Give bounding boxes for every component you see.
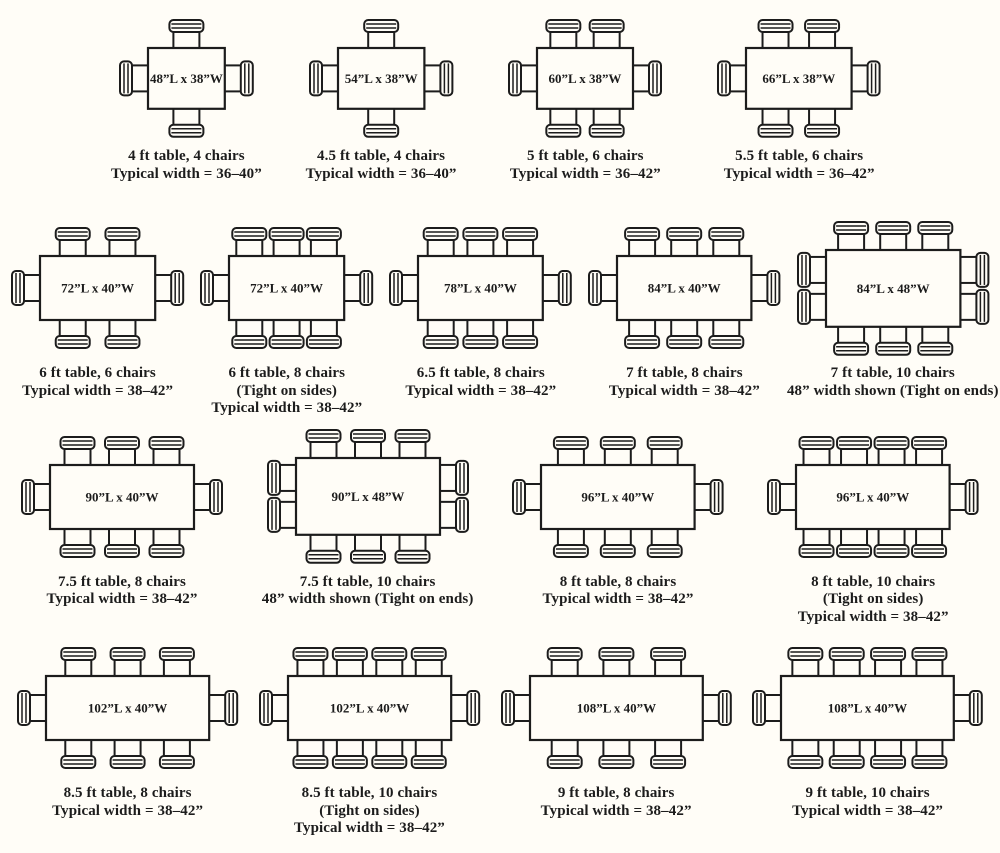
chair-back bbox=[648, 544, 682, 556]
chair-back bbox=[834, 342, 868, 354]
chair-back bbox=[789, 648, 823, 660]
chair-back bbox=[105, 545, 139, 557]
chair-back bbox=[12, 271, 24, 305]
chair-back bbox=[547, 648, 581, 660]
chair-back bbox=[268, 498, 280, 532]
chair-back bbox=[800, 437, 834, 449]
chair-back bbox=[307, 228, 341, 240]
caption-line: 8.5 ft table, 8 chairs bbox=[63, 785, 192, 801]
chair-back bbox=[871, 756, 905, 768]
table-top-view bbox=[20, 435, 224, 559]
diagram-caption bbox=[305, 148, 457, 183]
table-dimensions-label: 90”L x 48”W bbox=[331, 488, 405, 504]
diagram-caption bbox=[199, 365, 374, 418]
chair-back bbox=[372, 756, 406, 768]
table-diagram-cell bbox=[500, 637, 733, 820]
table-dimensions-label: 72”L x 40”W bbox=[250, 280, 324, 296]
caption-line: Typical width = 38–42” bbox=[294, 820, 445, 836]
table-top-view bbox=[587, 226, 781, 350]
table-diagram bbox=[587, 217, 781, 359]
diagram-caption bbox=[587, 365, 781, 400]
caption-line: 48” width shown (Tight on ends) bbox=[786, 382, 999, 399]
table-top-view bbox=[511, 435, 725, 559]
caption-line: 8.5 ft table, 10 chairs bbox=[301, 785, 438, 801]
diagram-caption bbox=[388, 365, 573, 400]
chair-back bbox=[390, 271, 402, 305]
chair-back bbox=[150, 545, 184, 557]
chair-back bbox=[424, 228, 458, 240]
caption-line: Typical width = 38–42” bbox=[540, 802, 692, 819]
chair-back bbox=[601, 437, 635, 449]
table-diagram bbox=[118, 14, 255, 142]
chair-back bbox=[241, 61, 253, 95]
table-top-view bbox=[766, 435, 980, 559]
chair-back bbox=[364, 20, 398, 32]
table-dimensions-label: 66”L x 38”W bbox=[762, 70, 836, 86]
chair-back bbox=[709, 228, 743, 240]
caption-line: Typical width = 38–42” bbox=[797, 608, 949, 625]
table-dimensions-label: 102”L x 40”W bbox=[329, 700, 410, 716]
chair-back bbox=[456, 461, 468, 495]
chair-back bbox=[232, 228, 266, 240]
caption-line: (Tight on sides) bbox=[236, 382, 338, 399]
chair-back bbox=[966, 480, 978, 514]
table-top-view bbox=[258, 646, 481, 770]
diagram-caption bbox=[716, 148, 882, 183]
diagram-caption bbox=[261, 573, 474, 609]
chair-back bbox=[61, 437, 95, 449]
chair-back bbox=[918, 342, 952, 354]
table-diagram-cell bbox=[507, 14, 663, 183]
chair-back bbox=[293, 756, 327, 768]
caption-line: Typical width = 38–42” bbox=[542, 591, 694, 607]
table-diagram bbox=[20, 426, 224, 568]
table-dimensions-label: 84”L x 40”W bbox=[647, 280, 721, 296]
chair-back bbox=[753, 691, 765, 725]
chair-back bbox=[912, 437, 946, 449]
chair-back bbox=[56, 228, 90, 240]
chair-back bbox=[719, 691, 731, 725]
caption-line: Typical width = 38–42” bbox=[405, 382, 557, 399]
chair-back bbox=[351, 551, 385, 563]
chair-back bbox=[310, 61, 322, 95]
caption-line: Typical width = 36–40” bbox=[110, 165, 262, 182]
diagram-caption bbox=[500, 785, 733, 820]
table-dimensions-label: 108”L x 40”W bbox=[576, 700, 656, 716]
chair-back bbox=[293, 648, 327, 660]
chair-back bbox=[306, 430, 340, 442]
chair-back bbox=[61, 648, 95, 660]
chair-back bbox=[667, 228, 701, 240]
chair-back bbox=[837, 437, 871, 449]
diagram-caption bbox=[511, 574, 725, 609]
caption-line: 7 ft table, 10 chairs bbox=[830, 365, 955, 381]
table-top-view bbox=[308, 18, 454, 139]
chair-back bbox=[467, 691, 479, 725]
caption-line: 4 ft table, 4 chairs bbox=[128, 148, 245, 164]
caption-line: 6.5 ft table, 8 chairs bbox=[416, 365, 545, 381]
chair-back bbox=[651, 756, 685, 768]
table-dimensions-label: 84”L x 48”W bbox=[856, 280, 930, 296]
table-dimensions-label: 60”L x 38”W bbox=[548, 70, 622, 86]
chair-back bbox=[509, 61, 521, 95]
chair-back bbox=[976, 289, 988, 323]
table-diagram bbox=[796, 217, 990, 359]
table-diagram bbox=[199, 217, 374, 359]
caption-line: (Tight on sides) bbox=[319, 802, 420, 819]
chair-back bbox=[648, 437, 682, 449]
caption-line: 5 ft table, 6 chairs bbox=[527, 148, 644, 164]
chair-back bbox=[800, 544, 834, 556]
chair-back bbox=[559, 271, 571, 305]
chair-back bbox=[876, 342, 910, 354]
chair-back bbox=[513, 480, 525, 514]
caption-line: Typical width = 36–40” bbox=[305, 165, 457, 182]
chair-back bbox=[830, 756, 864, 768]
diagram-caption bbox=[786, 365, 999, 400]
table-top-view bbox=[16, 646, 239, 770]
chair-back bbox=[625, 228, 659, 240]
chair-back bbox=[333, 756, 367, 768]
caption-line: Typical width = 38–42” bbox=[52, 802, 204, 819]
diagram-caption bbox=[258, 785, 481, 838]
chair-back bbox=[61, 756, 95, 768]
table-top-view bbox=[507, 18, 663, 139]
table-dimensions-label: 48”L x 38”W bbox=[149, 70, 223, 86]
chair-back bbox=[830, 648, 864, 660]
table-top-view bbox=[118, 18, 255, 139]
chair-back bbox=[456, 498, 468, 532]
chair-back bbox=[160, 756, 194, 768]
chair-back bbox=[270, 228, 304, 240]
table-top-view bbox=[796, 220, 990, 357]
table-diagram-cell bbox=[199, 217, 374, 418]
chair-back bbox=[709, 336, 743, 348]
caption-line: (Tight on sides) bbox=[822, 591, 924, 607]
table-diagram bbox=[500, 637, 733, 779]
caption-line: 6 ft table, 6 chairs bbox=[39, 365, 156, 381]
diagram-row-3 bbox=[0, 426, 1000, 627]
table-top-view bbox=[10, 226, 185, 350]
chair-back bbox=[395, 551, 429, 563]
chair-back bbox=[625, 336, 659, 348]
chair-back bbox=[913, 756, 947, 768]
table-top-view bbox=[199, 226, 374, 350]
table-top-view bbox=[716, 18, 882, 139]
chair-back bbox=[711, 480, 723, 514]
chair-back bbox=[105, 228, 139, 240]
chair-back bbox=[412, 648, 446, 660]
chair-back bbox=[150, 437, 184, 449]
diagram-row-4 bbox=[0, 637, 1000, 838]
chair-back bbox=[201, 271, 213, 305]
caption-line: Typical width = 38–42” bbox=[46, 591, 198, 607]
chair-back bbox=[599, 756, 633, 768]
chair-back bbox=[798, 289, 810, 323]
chair-back bbox=[912, 544, 946, 556]
caption-line: 8 ft table, 8 chairs bbox=[559, 573, 677, 590]
chair-back bbox=[440, 61, 452, 95]
table-diagram-cell bbox=[388, 217, 573, 400]
chair-back bbox=[601, 544, 635, 556]
table-top-view bbox=[751, 646, 984, 770]
chair-back bbox=[270, 336, 304, 348]
chair-back bbox=[976, 253, 988, 287]
chair-back bbox=[372, 648, 406, 660]
chair-back bbox=[970, 691, 982, 725]
chair-back bbox=[395, 430, 429, 442]
table-diagram bbox=[258, 637, 481, 779]
chair-back bbox=[871, 648, 905, 660]
chair-back bbox=[547, 756, 581, 768]
table-diagram-cell bbox=[258, 637, 481, 838]
caption-line: Typical width = 38–42” bbox=[608, 382, 760, 399]
table-dimensions-label: 108”L x 40”W bbox=[827, 700, 908, 716]
chair-back bbox=[554, 544, 588, 556]
chair-back bbox=[364, 124, 398, 136]
chair-back bbox=[590, 20, 624, 32]
caption-line: 7 ft table, 8 chairs bbox=[626, 365, 743, 381]
chair-back bbox=[360, 271, 372, 305]
caption-line: Typical width = 36–42” bbox=[509, 165, 661, 182]
table-top-view bbox=[266, 428, 470, 565]
table-diagram-cell bbox=[10, 217, 185, 400]
chair-back bbox=[547, 20, 581, 32]
chair-back bbox=[834, 222, 868, 234]
table-diagram-cell bbox=[16, 637, 239, 820]
diagram-caption bbox=[751, 785, 984, 820]
table-diagram bbox=[507, 14, 663, 142]
chair-back bbox=[307, 336, 341, 348]
diagram-caption bbox=[766, 574, 980, 627]
chair-back bbox=[798, 253, 810, 287]
diagram-caption bbox=[507, 148, 663, 183]
chair-back bbox=[333, 648, 367, 660]
diagram-caption bbox=[110, 148, 262, 183]
caption-line: Typical width = 38–42” bbox=[22, 382, 174, 399]
table-dimensions-label: 72”L x 40”W bbox=[61, 280, 135, 296]
table-size-chart bbox=[0, 14, 1000, 853]
chair-back bbox=[18, 691, 30, 725]
chair-back bbox=[918, 222, 952, 234]
table-dimensions-label: 54”L x 38”W bbox=[344, 70, 418, 86]
diagram-caption bbox=[20, 574, 224, 609]
diagram-caption bbox=[10, 365, 185, 400]
chair-back bbox=[651, 648, 685, 660]
caption-line: Typical width = 38–42” bbox=[792, 802, 944, 819]
chair-back bbox=[876, 222, 910, 234]
chair-back bbox=[789, 756, 823, 768]
table-dimensions-label: 90”L x 40”W bbox=[85, 489, 159, 504]
caption-line: 9 ft table, 8 chairs bbox=[557, 785, 675, 801]
chair-back bbox=[268, 461, 280, 495]
chair-back bbox=[718, 61, 730, 95]
caption-line: 5.5 ft table, 6 chairs bbox=[735, 148, 864, 164]
chair-back bbox=[22, 480, 34, 514]
chair-back bbox=[61, 545, 95, 557]
chair-back bbox=[768, 271, 780, 305]
chair-back bbox=[649, 61, 661, 95]
chair-back bbox=[868, 61, 880, 95]
chair-back bbox=[464, 336, 498, 348]
caption-line: Typical width = 38–42” bbox=[211, 400, 363, 416]
table-diagram bbox=[766, 426, 980, 568]
chair-back bbox=[111, 756, 145, 768]
chair-back bbox=[805, 124, 839, 136]
chair-back bbox=[105, 437, 139, 449]
caption-line: 48” width shown (Tight on ends) bbox=[261, 591, 474, 607]
diagram-caption bbox=[16, 785, 239, 820]
table-diagram bbox=[511, 426, 725, 568]
table-diagram bbox=[16, 637, 239, 779]
chair-back bbox=[768, 480, 780, 514]
table-diagram bbox=[10, 217, 185, 359]
table-diagram-cell bbox=[786, 217, 999, 400]
table-top-view bbox=[388, 226, 573, 350]
chair-back bbox=[599, 648, 633, 660]
table-diagram-cell bbox=[587, 217, 781, 400]
chair-back bbox=[232, 336, 266, 348]
chair-back bbox=[105, 336, 139, 348]
chair-back bbox=[554, 437, 588, 449]
chair-back bbox=[351, 430, 385, 442]
chair-back bbox=[805, 20, 839, 32]
chair-back bbox=[120, 61, 132, 95]
table-diagram bbox=[266, 426, 470, 568]
chair-back bbox=[590, 124, 624, 136]
chair-back bbox=[913, 648, 947, 660]
chair-back bbox=[424, 336, 458, 348]
table-dimensions-label: 96”L x 40”W bbox=[836, 489, 910, 504]
chair-back bbox=[759, 124, 793, 136]
table-diagram-cell bbox=[20, 426, 224, 609]
chair-back bbox=[837, 544, 871, 556]
chair-back bbox=[160, 648, 194, 660]
chair-back bbox=[503, 228, 537, 240]
caption-line: 9 ft table, 10 chairs bbox=[805, 785, 930, 801]
chair-back bbox=[169, 20, 203, 32]
chair-back bbox=[589, 271, 601, 305]
chair-back bbox=[412, 756, 446, 768]
table-dimensions-label: 102”L x 40”W bbox=[87, 700, 168, 716]
caption-line: Typical width = 36–42” bbox=[723, 165, 875, 182]
chair-back bbox=[547, 124, 581, 136]
chair-back bbox=[759, 20, 793, 32]
table-dimensions-label: 78”L x 40”W bbox=[444, 280, 518, 296]
chair-back bbox=[260, 691, 272, 725]
caption-line: 4.5 ft table, 4 chairs bbox=[317, 148, 446, 164]
table-diagram bbox=[716, 14, 882, 142]
table-diagram-cell bbox=[716, 14, 882, 183]
chair-back bbox=[111, 648, 145, 660]
table-diagram bbox=[751, 637, 984, 779]
chair-back bbox=[210, 480, 222, 514]
chair-back bbox=[169, 124, 203, 136]
table-diagram-cell bbox=[261, 426, 474, 609]
chair-back bbox=[56, 336, 90, 348]
chair-back bbox=[503, 336, 537, 348]
table-diagram-cell bbox=[766, 426, 980, 627]
caption-line: 7.5 ft table, 8 chairs bbox=[57, 573, 186, 590]
table-top-view bbox=[500, 646, 733, 770]
chair-back bbox=[875, 437, 909, 449]
caption-line: 8 ft table, 10 chairs bbox=[811, 573, 936, 590]
table-diagram bbox=[308, 14, 454, 142]
table-diagram-cell bbox=[511, 426, 725, 609]
caption-line: 7.5 ft table, 10 chairs bbox=[299, 573, 436, 590]
caption-line: 6 ft table, 8 chairs bbox=[228, 365, 346, 381]
chair-back bbox=[306, 551, 340, 563]
table-diagram bbox=[388, 217, 573, 359]
chair-back bbox=[225, 691, 237, 725]
diagram-row-2 bbox=[0, 217, 1000, 418]
chair-back bbox=[667, 336, 701, 348]
table-diagram-cell bbox=[110, 14, 262, 183]
chair-back bbox=[464, 228, 498, 240]
diagram-row-1 bbox=[0, 14, 1000, 183]
chair-back bbox=[502, 691, 514, 725]
chair-back bbox=[875, 544, 909, 556]
table-diagram-cell bbox=[305, 14, 457, 183]
table-diagram-cell bbox=[751, 637, 984, 820]
chair-back bbox=[171, 271, 183, 305]
table-dimensions-label: 96”L x 40”W bbox=[581, 489, 655, 504]
